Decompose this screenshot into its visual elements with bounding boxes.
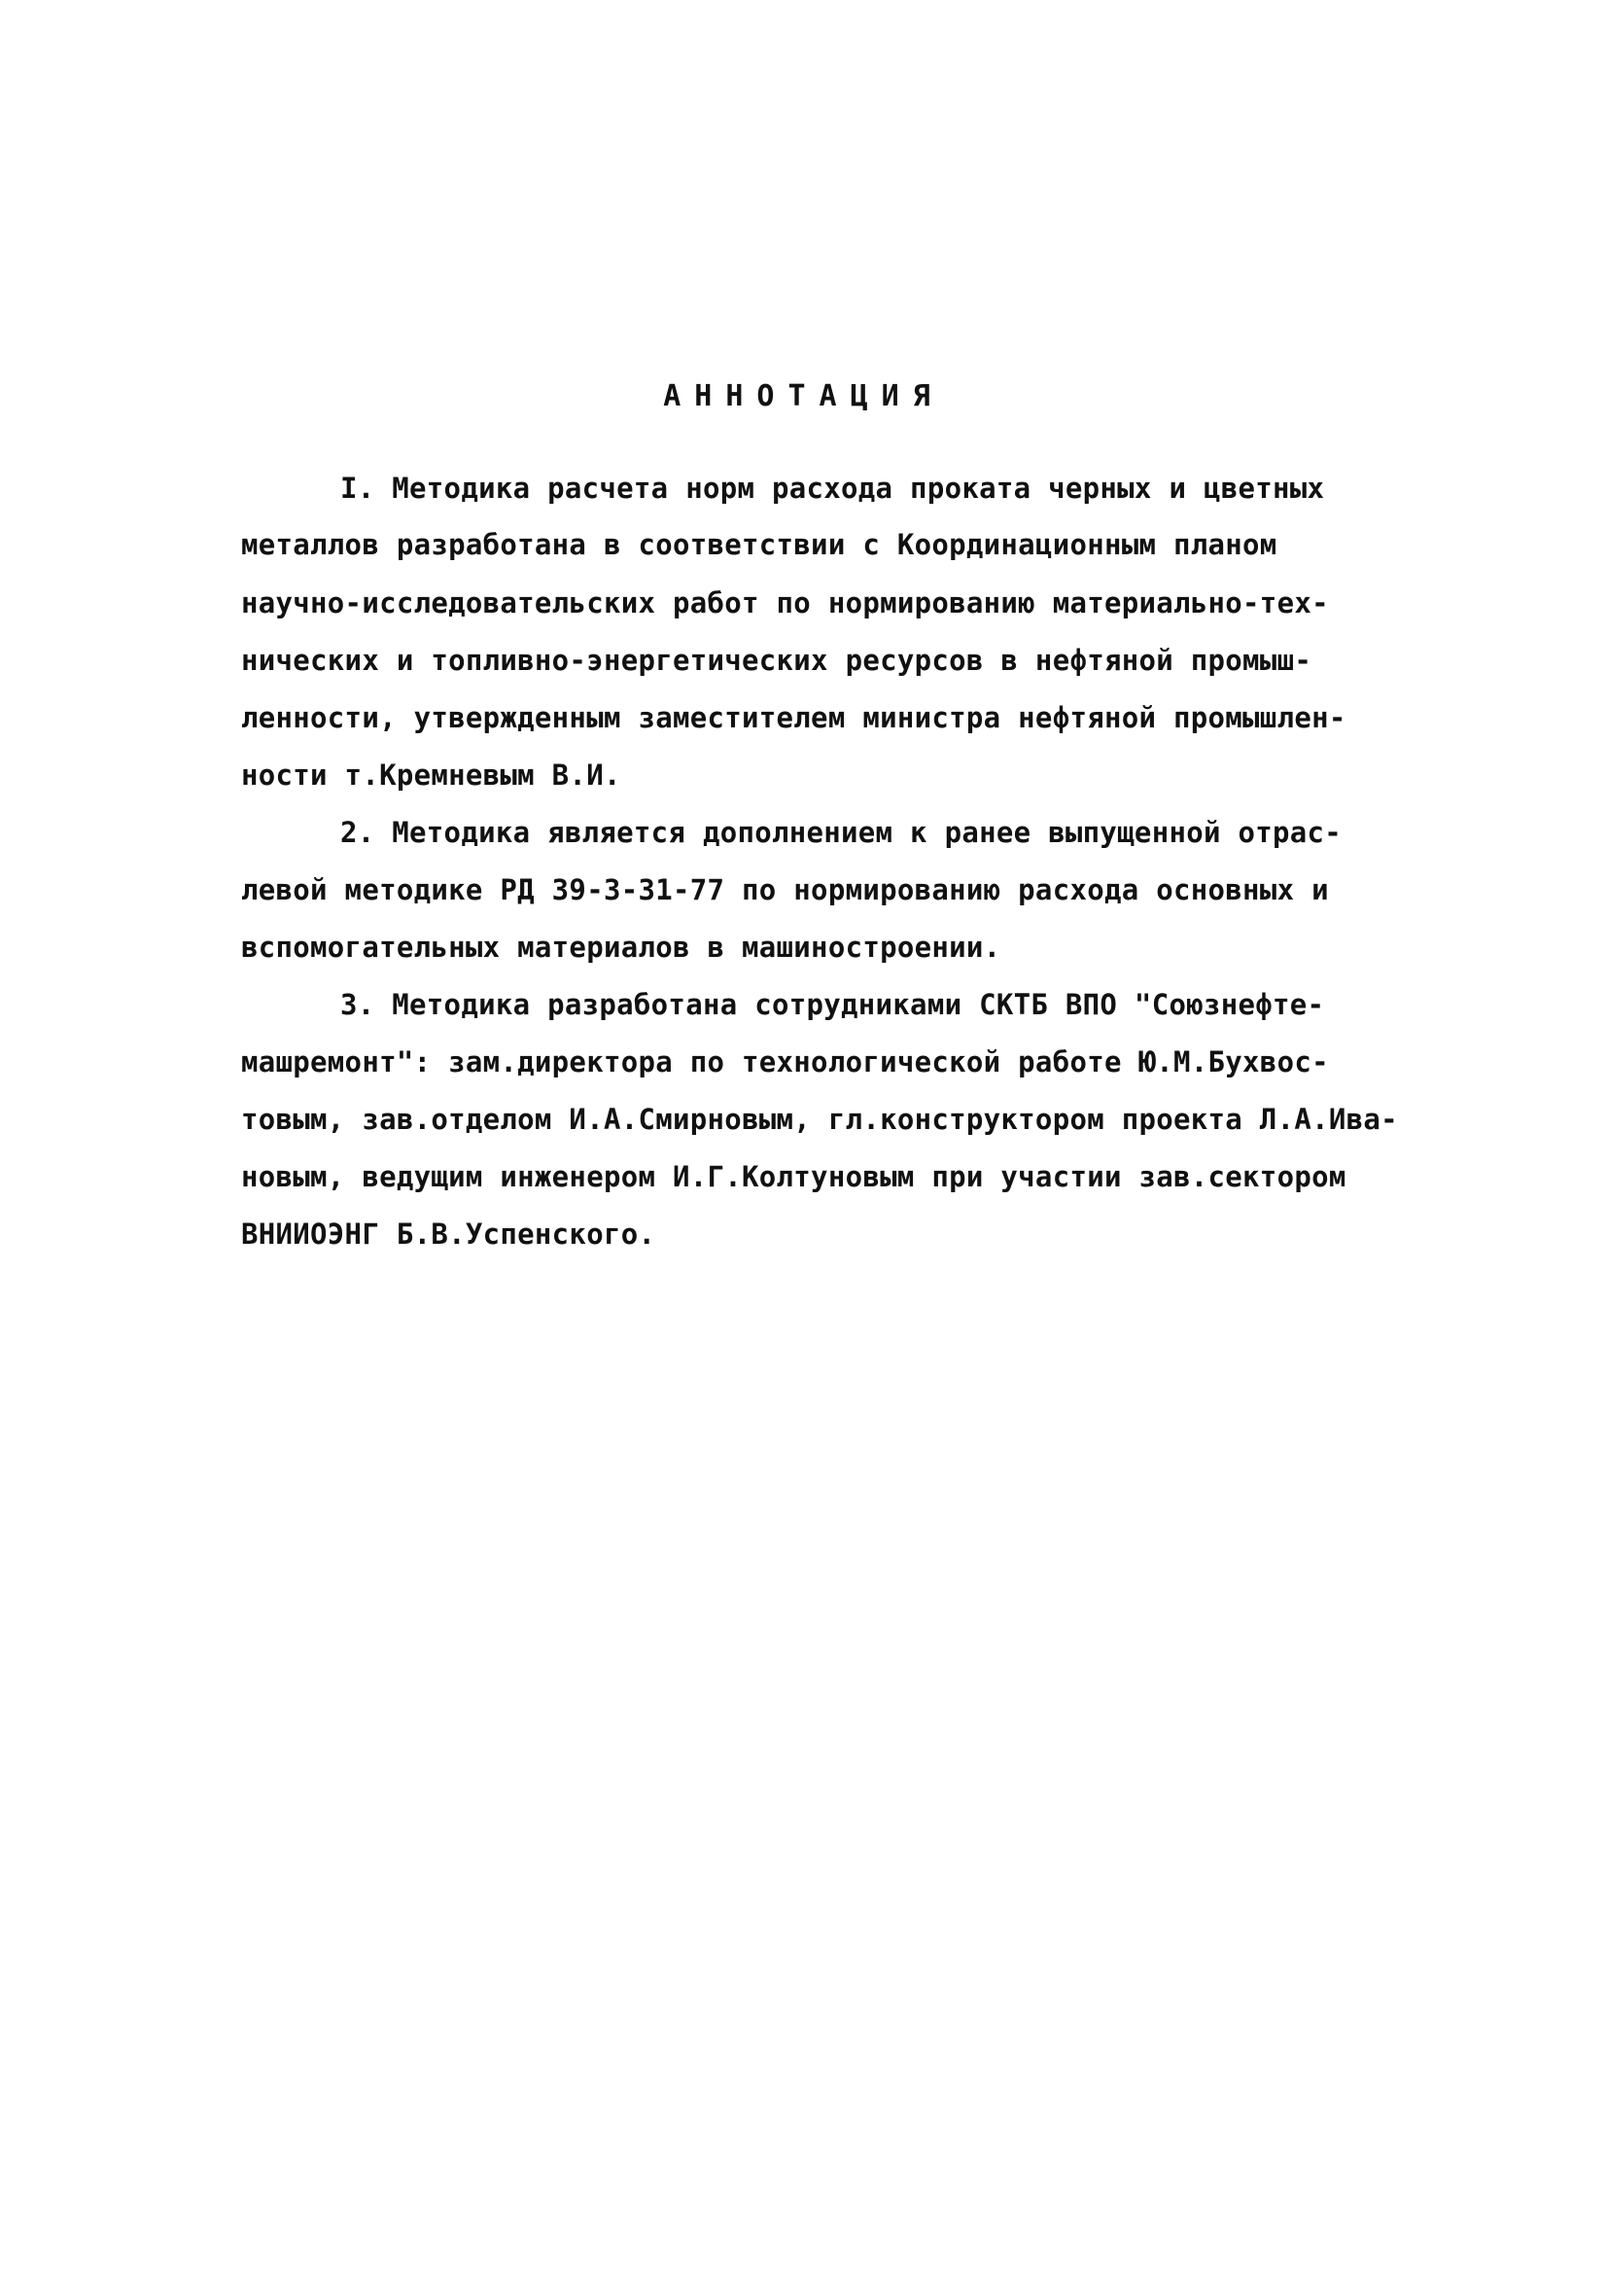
- paragraph-1-line-2: металлов разработана в соответствии с Координационным планом: [241, 528, 1277, 561]
- annotation-title: АННОТАЦИЯ: [663, 379, 944, 413]
- paragraph-1-line-1: I. Методика расчета норм расхода проката черных и цветных: [340, 472, 1325, 505]
- paragraph-3-line-5: ВНИИОЭНГ Б.В.Успенского.: [241, 1218, 656, 1251]
- paragraph-1-line-6: ности т.Кремневым В.И.: [241, 759, 621, 792]
- paragraph-3-line-4: новым, ведущим инженером И.Г.Колтуновым при участии зав.сектором: [241, 1160, 1346, 1193]
- paragraph-2-line-2: левой методике РД 39-3-31-77 по нормированию расхода основных и: [241, 873, 1329, 906]
- paragraph-3-line-2: машремонт": зам.директора по технологической работе Ю.М.Бухвос-: [241, 1045, 1329, 1078]
- paragraph-3-line-3: товым, зав.отделом И.А.Смирновым, гл.конструктором проекта Л.А.Ива-: [241, 1103, 1398, 1136]
- paragraph-1-line-4: нических и топливно-энергетических ресурсов в нефтяной промыш-: [241, 644, 1312, 677]
- paragraph-2-line-3: вспомогательных материалов в машиностроении.: [241, 931, 1001, 964]
- paragraph-1-line-3: научно-исследовательских работ по нормированию материально-тех-: [241, 586, 1329, 619]
- paragraph-2-line-1: 2. Методика является дополнением к ранее выпущенной отрас-: [340, 816, 1343, 849]
- paragraph-1-line-5: ленности, утвержденным заместителем министра нефтяной промышлен-: [241, 701, 1346, 734]
- paragraph-3-line-1: 3. Методика разработана сотрудниками СКТБ ВПО "Союзнефте-: [340, 988, 1325, 1021]
